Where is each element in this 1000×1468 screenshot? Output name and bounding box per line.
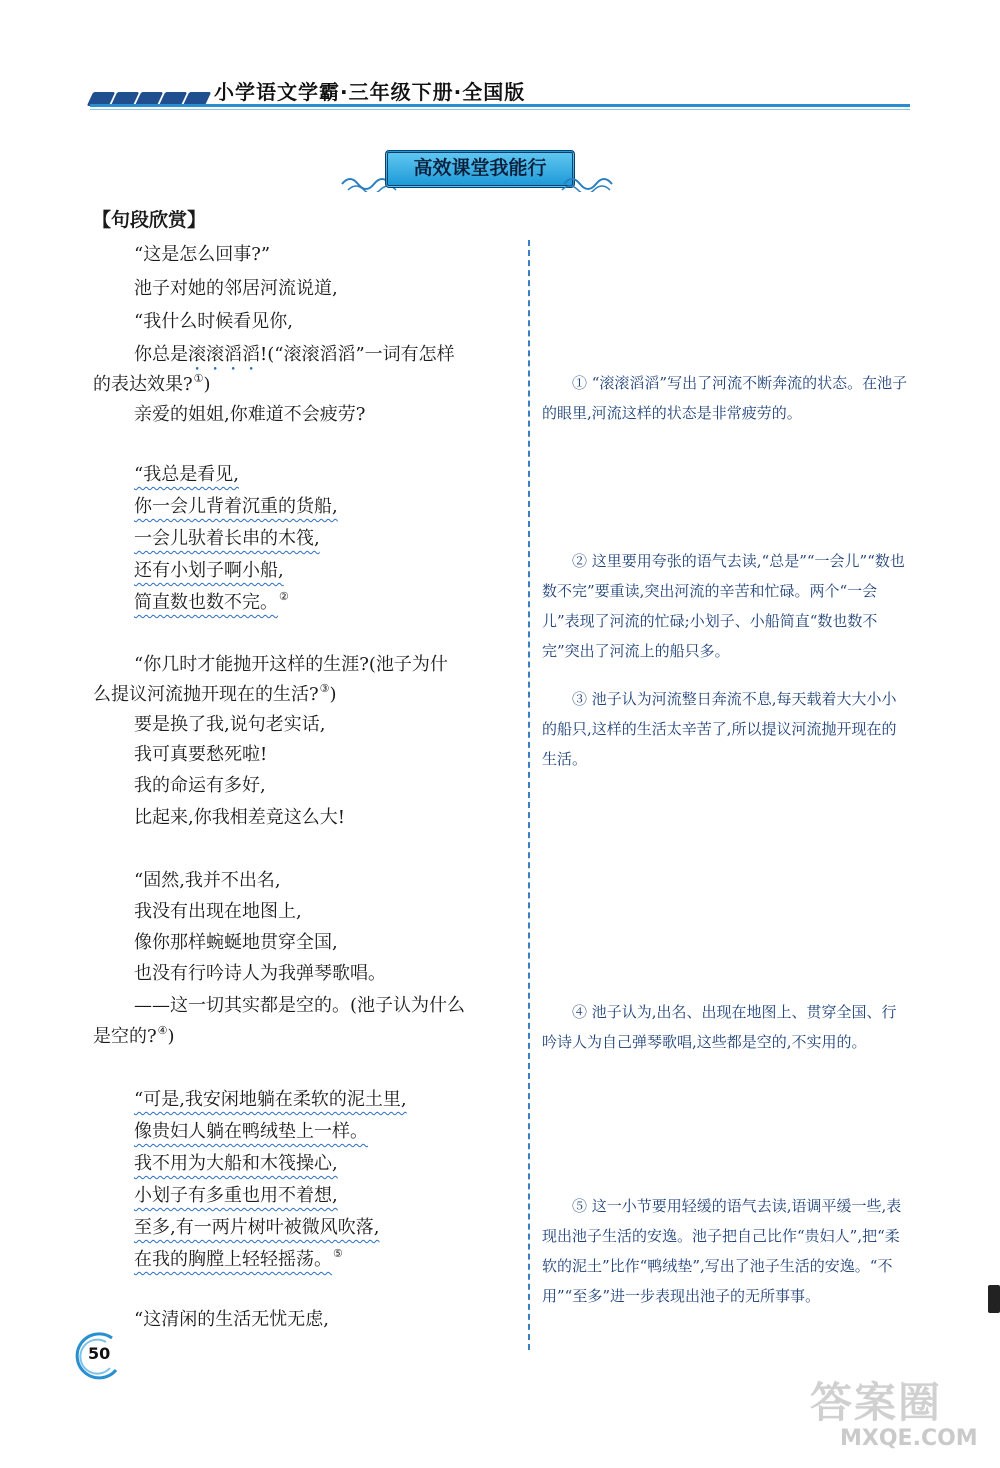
poem-line <box>93 370 211 396</box>
poem-text: !(“滚滚滔滔”一词有怎样 <box>260 344 455 365</box>
poem-line: 要是换了我,说句老实话, <box>134 714 326 735</box>
footnote-marker: ② <box>279 590 289 603</box>
poem-line: 你一会儿背着沉重的货船, <box>134 496 338 517</box>
poem-line: 一会儿驮着长串的木筏, <box>134 528 320 549</box>
poem-line: 像贵妇人躺在鸭绒垫上一样。 <box>134 1121 368 1142</box>
note-text: ① “滚滚滔滔”写出了河流不断奔流的状态。在池子的眼里,河流这样的状态是非常疲劳的。 <box>542 374 908 422</box>
poem-text: 你总是 <box>134 344 188 365</box>
poem-line: 我可真要愁死啦! <box>134 744 268 765</box>
footnote-marker: ④ <box>157 1024 168 1037</box>
poem-text: 简直数也数不完。 <box>134 592 278 613</box>
page-header <box>0 0 1000 130</box>
poem-line: “你几时才能抛开这样的生涯?(池子为什 <box>134 654 448 675</box>
page-edge-mark <box>988 1285 1000 1313</box>
poem-line: 池子对她的邻居河流说道, <box>134 278 338 299</box>
poem-line <box>93 1022 175 1048</box>
annotation-note-4 <box>542 997 910 1057</box>
footnote-marker: ⑤ <box>333 1247 343 1260</box>
header-rule-thin <box>90 109 910 110</box>
poem-line: 至多,有一两片树叶被微风吹落, <box>134 1217 380 1238</box>
footnote-marker: ① <box>193 372 204 385</box>
annotation-note-2 <box>542 546 910 666</box>
page-number-badge <box>62 1330 124 1382</box>
poem-line <box>134 1245 343 1271</box>
poem-line <box>93 680 337 706</box>
poem-line: 像你那样蜿蜒地贯穿全国, <box>134 932 338 953</box>
poem-line: 我的命运有多好, <box>134 775 266 796</box>
poem-line: “可是,我安闲地躺在柔软的泥土里, <box>134 1089 407 1110</box>
poem-line: ——这一切其实都是空的。(池子认为什么 <box>134 995 466 1016</box>
poem-line: “我什么时候看见你, <box>134 311 293 332</box>
annotation-note-5 <box>542 1191 910 1311</box>
poem-line: “这清闲的生活无忧无虑, <box>134 1309 329 1330</box>
annotation-note-3 <box>542 684 910 774</box>
header-rule <box>90 104 910 107</box>
page-number: 50 <box>88 1344 111 1363</box>
poem-text: 是空的? <box>93 1026 157 1047</box>
poem-text: 在我的胸膛上轻轻摇荡。 <box>134 1249 332 1270</box>
poem-line: “固然,我并不出名, <box>134 870 281 891</box>
watermark-url: MXQE.COM <box>840 1426 978 1451</box>
poem-text: 的表达效果? <box>93 374 193 395</box>
poem-line <box>134 588 289 614</box>
poem-line: 比起来,你我相差竟这么大! <box>134 807 345 828</box>
poem-text: ) <box>329 684 337 705</box>
poem-line: 小划子有多重也用不着想, <box>134 1185 338 1206</box>
poem-line: 还有小划子啊小船, <box>134 560 284 581</box>
note-text: ③ 池子认为河流整日奔流不息,每天载着大大小小的船只,这样的生活太辛苦了,所以提议河流抛开现在的生活。 <box>542 690 897 768</box>
note-text: ⑤ 这一小节要用轻缓的语气去读,语调平缓一些,表现出池子生活的安逸。池子把自己比作“贵妇人”,把“柔软的泥土”比作“鸭绒垫”,写出了池子生活的安逸。“不用”“至多”进一步表现出池子的无所事事。 <box>542 1197 902 1305</box>
poem-line: 我没有出现在地图上, <box>134 901 302 922</box>
watermark-logo: 答案圈 <box>810 1378 943 1427</box>
banner-title: 高效课堂我能行 <box>413 157 547 179</box>
poem-line: “我总是看见, <box>134 464 239 485</box>
emphasis-text: 滚滚滔滔 <box>188 344 260 365</box>
poem-text: 么提议河流抛开现在的生活? <box>93 684 319 705</box>
column-divider <box>528 240 530 1350</box>
section-label: 【句段欣赏】 <box>92 209 207 231</box>
poem-line: 亲爱的姐姐,你难道不会疲劳? <box>134 404 366 425</box>
poem-text: ) <box>167 1026 175 1047</box>
note-text: ④ 池子认为,出名、出现在地图上、贯穿全国、行吟诗人为自己弹琴歌唱,这些都是空的,不实用的。 <box>542 1003 897 1051</box>
poem-line: 也没有行吟诗人为我弹琴歌唱。 <box>134 963 386 984</box>
book-title: 小学语文学霸·三年级下册·全国版 <box>214 80 526 104</box>
note-text: ② 这里要用夸张的语气去读,“总是”“一会儿”“数也数不完”要重读,突出河流的辛苦和忙碌。两个“一会儿”表现了河流的忙碌;小划子、小船简直“数也数不完”突出了河流上的船只多。 <box>542 552 905 660</box>
watermark <box>810 1370 990 1460</box>
wave-right-icon <box>560 172 620 192</box>
poem-line: “这是怎么回事?” <box>134 244 271 265</box>
section-banner <box>340 148 620 198</box>
poem-line: 我不用为大船和木筏操心, <box>134 1153 338 1174</box>
footnote-marker: ③ <box>319 682 330 695</box>
poem-text: ) <box>203 374 211 395</box>
annotation-note-1 <box>542 368 910 428</box>
